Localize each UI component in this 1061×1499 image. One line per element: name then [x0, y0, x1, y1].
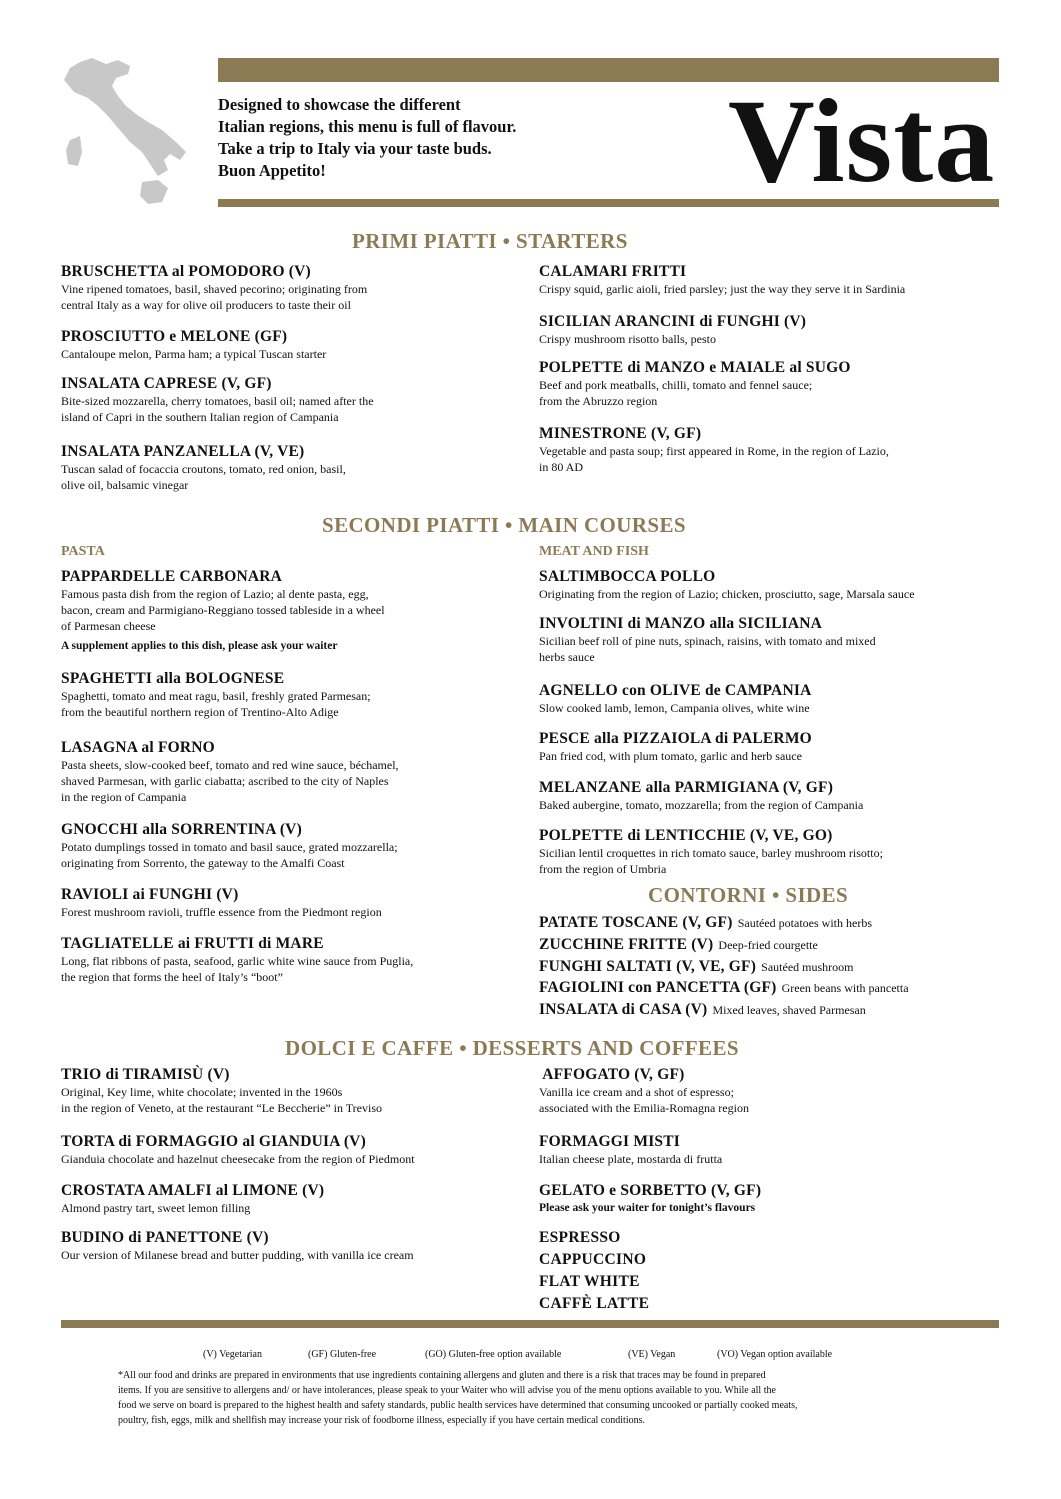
- legend-vegan: (VE) Vegan: [628, 1349, 676, 1360]
- item-desc: originating from Sorrento, the gateway to the Amalfi Coast: [61, 856, 345, 870]
- menu-item: [61, 670, 371, 720]
- item-desc: Our version of Milanese bread and butter pudding, with vanilla ice cream: [61, 1248, 414, 1262]
- item-desc: Tuscan salad of focaccia croutons, tomato, red onion, basil,: [61, 462, 346, 476]
- menu-item: [61, 821, 398, 871]
- item-desc: Almond pastry tart, sweet lemon filling: [61, 1201, 251, 1215]
- menu-item: [539, 568, 915, 602]
- menu-item: [539, 827, 883, 877]
- allergen-disclaimer: [118, 1368, 958, 1428]
- item-name: LASAGNA al FORNO: [61, 739, 215, 756]
- item-desc: from the beautiful northern region of Trentino-Alto Adige: [61, 705, 339, 719]
- item-desc: central Italy as a way for olive oil producers to taste their oil: [61, 298, 351, 312]
- coffee-item: CAFFÈ LATTE: [539, 1295, 650, 1312]
- item-name: FORMAGGI MISTI: [539, 1133, 681, 1150]
- side-desc: Sautéed potatoes with herbs: [737, 916, 872, 930]
- footer-rule: [61, 1320, 999, 1328]
- item-desc: Bite-sized mozzarella, cherry tomatoes, basil oil; named after the: [61, 394, 374, 408]
- side-desc: Green beans with pancetta: [781, 981, 909, 995]
- item-name: GELATO e SORBETTO (V, GF): [539, 1182, 762, 1199]
- item-desc: Spaghetti, tomato and meat ragu, basil, freshly grated Parmesan;: [61, 689, 371, 703]
- intro-text: [218, 94, 638, 182]
- item-name: AFFOGATO (V, GF): [539, 1066, 685, 1083]
- menu-item: [539, 263, 905, 297]
- item-name: CROSTATA AMALFI al LIMONE (V): [61, 1182, 325, 1199]
- item-name: PESCE alla PIZZAIOLA di PALERMO: [539, 730, 812, 747]
- item-name: POLPETTE di MANZO e MAIALE al SUGO: [539, 359, 851, 376]
- item-name: INVOLTINI di MANZO alla SICILIANA: [539, 615, 823, 632]
- item-name: GNOCCHI alla SORRENTINA (V): [61, 821, 302, 838]
- item-desc: Slow cooked lamb, lemon, Campania olives, white wine: [539, 701, 810, 715]
- item-name: AGNELLO con OLIVE de CAMPANIA: [539, 682, 812, 699]
- legend-vegan-option: (VO) Vegan option available: [717, 1349, 833, 1360]
- section-title-desserts: DOLCI E CAFFE • DESSERTS AND COFFEES: [285, 1036, 739, 1060]
- item-desc: of Parmesan cheese: [61, 619, 156, 633]
- coffee-item: CAPPUCCINO: [539, 1251, 647, 1268]
- item-desc: Originating from the region of Lazio; chicken, prosciutto, sage, Marsala sauce: [539, 587, 915, 601]
- item-desc: Vanilla ice cream and a shot of espresso;: [539, 1085, 734, 1099]
- coffee-item: ESPRESSO: [539, 1229, 621, 1246]
- side-item: [539, 999, 866, 1019]
- item-desc: Vine ripened tomatoes, basil, shaved pecorino; originating from: [61, 282, 368, 296]
- menu-item: [539, 615, 876, 665]
- section-title-sides: CONTORNI • SIDES: [648, 883, 849, 907]
- side-name: INSALATA di CASA (V): [539, 1001, 708, 1018]
- item-name: TAGLIATELLE ai FRUTTI di MARE: [61, 935, 324, 952]
- item-desc: Forest mushroom ravioli, truffle essence from the Piedmont region: [61, 905, 382, 919]
- menu-item: [539, 1066, 749, 1116]
- menu-item: [539, 425, 889, 475]
- item-desc: Pan fried cod, with plum tomato, garlic and herb sauce: [539, 749, 802, 763]
- item-desc: Crispy squid, garlic aioli, fried parsley; just the way they serve it in Sardinia: [539, 282, 906, 296]
- item-desc: Sicilian beef roll of pine nuts, spinach, raisins, with tomato and mixed: [539, 634, 876, 648]
- item-desc: Vegetable and pasta soup; first appeared in Rome, in the region of Lazio,: [539, 444, 889, 458]
- item-desc: from the Abruzzo region: [539, 394, 658, 408]
- menu-item: [61, 443, 346, 493]
- coffee-list: [539, 1227, 649, 1315]
- item-name: MINESTRONE (V, GF): [539, 425, 702, 442]
- menu-item: [61, 568, 385, 654]
- item-name: BRUSCHETTA al POMODORO (V): [61, 263, 311, 280]
- menu-item: [539, 359, 851, 409]
- side-desc: Sautéed mushroom: [761, 960, 854, 974]
- legend-gluten-free-option: (GO) Gluten-free option available: [425, 1349, 562, 1360]
- menu-item: [539, 1182, 761, 1216]
- section-title-mains: SECONDI PIATTI • MAIN COURSES: [322, 513, 686, 537]
- side-item: [539, 912, 872, 932]
- brand-logo: Vista: [728, 74, 996, 207]
- item-desc: Crispy mushroom risotto balls, pesto: [539, 332, 716, 346]
- item-name: PROSCIUTTO e MELONE (GF): [61, 328, 288, 345]
- side-name: PATATE TOSCANE (V, GF): [539, 914, 733, 931]
- item-desc: Famous pasta dish from the region of Lazio; al dente pasta, egg,: [61, 587, 369, 601]
- item-desc: Cantaloupe melon, Parma ham; a typical Tuscan starter: [61, 347, 327, 361]
- item-name: POLPETTE di LENTICCHIE (V, VE, GO): [539, 827, 833, 844]
- item-desc: Long, flat ribbons of pasta, seafood, garlic white wine sauce from Puglia,: [61, 954, 414, 968]
- side-desc: Deep-fried courgette: [718, 938, 818, 952]
- menu-item: [539, 313, 806, 347]
- disclaimer-line: food we serve on board is prepared to the highest health and safety standards, public health services have determined that consuming uncooked or partially cooked meats,: [118, 1400, 798, 1411]
- menu-item: [61, 328, 326, 362]
- menu-item: [61, 739, 399, 805]
- category-meat-fish: MEAT AND FISH: [539, 544, 649, 559]
- section-title-starters: PRIMI PIATTI • STARTERS: [352, 229, 628, 253]
- menu-item: [61, 886, 382, 920]
- menu-item: [61, 1066, 382, 1116]
- menu-item: [61, 1133, 415, 1167]
- item-note: Please ask your waiter for tonight’s flavours: [539, 1202, 756, 1214]
- item-desc: olive oil, balsamic vinegar: [61, 478, 189, 492]
- legend-vegetarian: (V) Vegetarian: [203, 1349, 262, 1360]
- category-pasta: PASTA: [61, 544, 105, 559]
- side-item: [539, 956, 854, 976]
- disclaimer-line: poultry, fish, eggs, milk and shellfish may increase your risk of foodborne illness, especially if you have certain medical conditions.: [118, 1415, 645, 1426]
- item-name: INSALATA PANZANELLA (V, VE): [61, 443, 305, 460]
- item-name: TRIO di TIRAMISÙ (V): [61, 1066, 230, 1083]
- item-name: MELANZANE alla PARMIGIANA (V, GF): [539, 779, 834, 796]
- intro-line: Italian regions, this menu is full of flavour.: [218, 117, 517, 136]
- menu-item: [539, 1133, 722, 1167]
- item-desc: in the region of Veneto, at the restaurant “Le Beccherie” in Treviso: [61, 1101, 383, 1115]
- menu-item: [539, 682, 811, 716]
- side-name: ZUCCHINE FRITTE (V): [539, 936, 714, 953]
- item-desc: Sicilian lentil croquettes in rich tomato sauce, barley mushroom risotto;: [539, 846, 883, 860]
- item-desc: shaved Parmesan, with garlic ciabatta; ascribed to the city of Naples: [61, 774, 389, 788]
- italy-map-icon: [58, 56, 190, 206]
- item-desc: Beef and pork meatballs, chilli, tomato and fennel sauce;: [539, 378, 813, 392]
- menu-item: [61, 935, 413, 985]
- side-desc: Mixed leaves, shaved Parmesan: [712, 1003, 866, 1017]
- item-name: CALAMARI FRITTI: [539, 263, 687, 280]
- item-name: PAPPARDELLE CARBONARA: [61, 568, 283, 585]
- intro-line: Buon Appetito!: [218, 161, 326, 180]
- legend-gluten-free: (GF) Gluten-free: [308, 1349, 377, 1360]
- menu-item: [539, 730, 812, 764]
- menu-item: [61, 1229, 414, 1263]
- side-name: FAGIOLINI con PANCETTA (GF): [539, 979, 777, 996]
- item-desc: Potato dumplings tossed in tomato and basil sauce, grated mozzarella;: [61, 840, 398, 854]
- disclaimer-line: *All our food and drinks are prepared in environments that use ingredients containing allergens and gluten and there is a risk that traces may be found in prepared: [118, 1370, 766, 1381]
- coffee-item: FLAT WHITE: [539, 1273, 640, 1290]
- intro-line: Take a trip to Italy via your taste buds.: [218, 139, 492, 158]
- item-desc: associated with the Emilia-Romagna region: [539, 1101, 749, 1115]
- item-name: SPAGHETTI alla BOLOGNESE: [61, 670, 285, 687]
- menu-item: [61, 1182, 324, 1216]
- item-name: TORTA di FORMAGGIO al GIANDUIA (V): [61, 1133, 366, 1150]
- item-name: SALTIMBOCCA POLLO: [539, 568, 716, 585]
- item-name: INSALATA CAPRESE (V, GF): [61, 375, 272, 392]
- item-desc: Gianduia chocolate and hazelnut cheesecake from the region of Piedmont: [61, 1152, 415, 1166]
- item-name: BUDINO di PANETTONE (V): [61, 1229, 269, 1246]
- item-desc: Original, Key lime, white chocolate; invented in the 1960s: [61, 1085, 343, 1099]
- side-name: FUNGHI SALTATI (V, VE, GF): [539, 958, 757, 975]
- item-desc: bacon, cream and Parmigiano-Reggiano tossed tableside in a wheel: [61, 603, 385, 617]
- menu-item: [539, 779, 863, 813]
- disclaimer-line: items. If you are sensitive to allergens and/ or have intolerances, please speak to your Waiter who will advise you of the menu options available to you. While all the: [118, 1385, 776, 1396]
- menu-item: [61, 375, 374, 425]
- intro-line: Designed to showcase the different: [218, 95, 461, 114]
- side-item: [539, 934, 818, 954]
- item-name: RAVIOLI ai FUNGHI (V): [61, 886, 239, 903]
- item-desc: island of Capri in the southern Italian region of Campania: [61, 410, 339, 424]
- menu-item: [61, 263, 367, 313]
- item-desc: Italian cheese plate, mostarda di frutta: [539, 1152, 723, 1166]
- item-name: SICILIAN ARANCINI di FUNGHI (V): [539, 313, 807, 330]
- side-item: [539, 977, 909, 997]
- item-desc: in 80 AD: [539, 460, 584, 474]
- item-desc: from the region of Umbria: [539, 862, 667, 876]
- item-desc: in the region of Campania: [61, 790, 187, 804]
- item-desc: herbs sauce: [539, 650, 595, 664]
- supplement-note: A supplement applies to this dish, please ask your waiter: [61, 640, 338, 652]
- item-desc: Pasta sheets, slow-cooked beef, tomato and red wine sauce, béchamel,: [61, 758, 399, 772]
- item-desc: the region that forms the heel of Italy’s “boot”: [61, 970, 283, 984]
- item-desc: Baked aubergine, tomato, mozzarella; from the region of Campania: [539, 798, 864, 812]
